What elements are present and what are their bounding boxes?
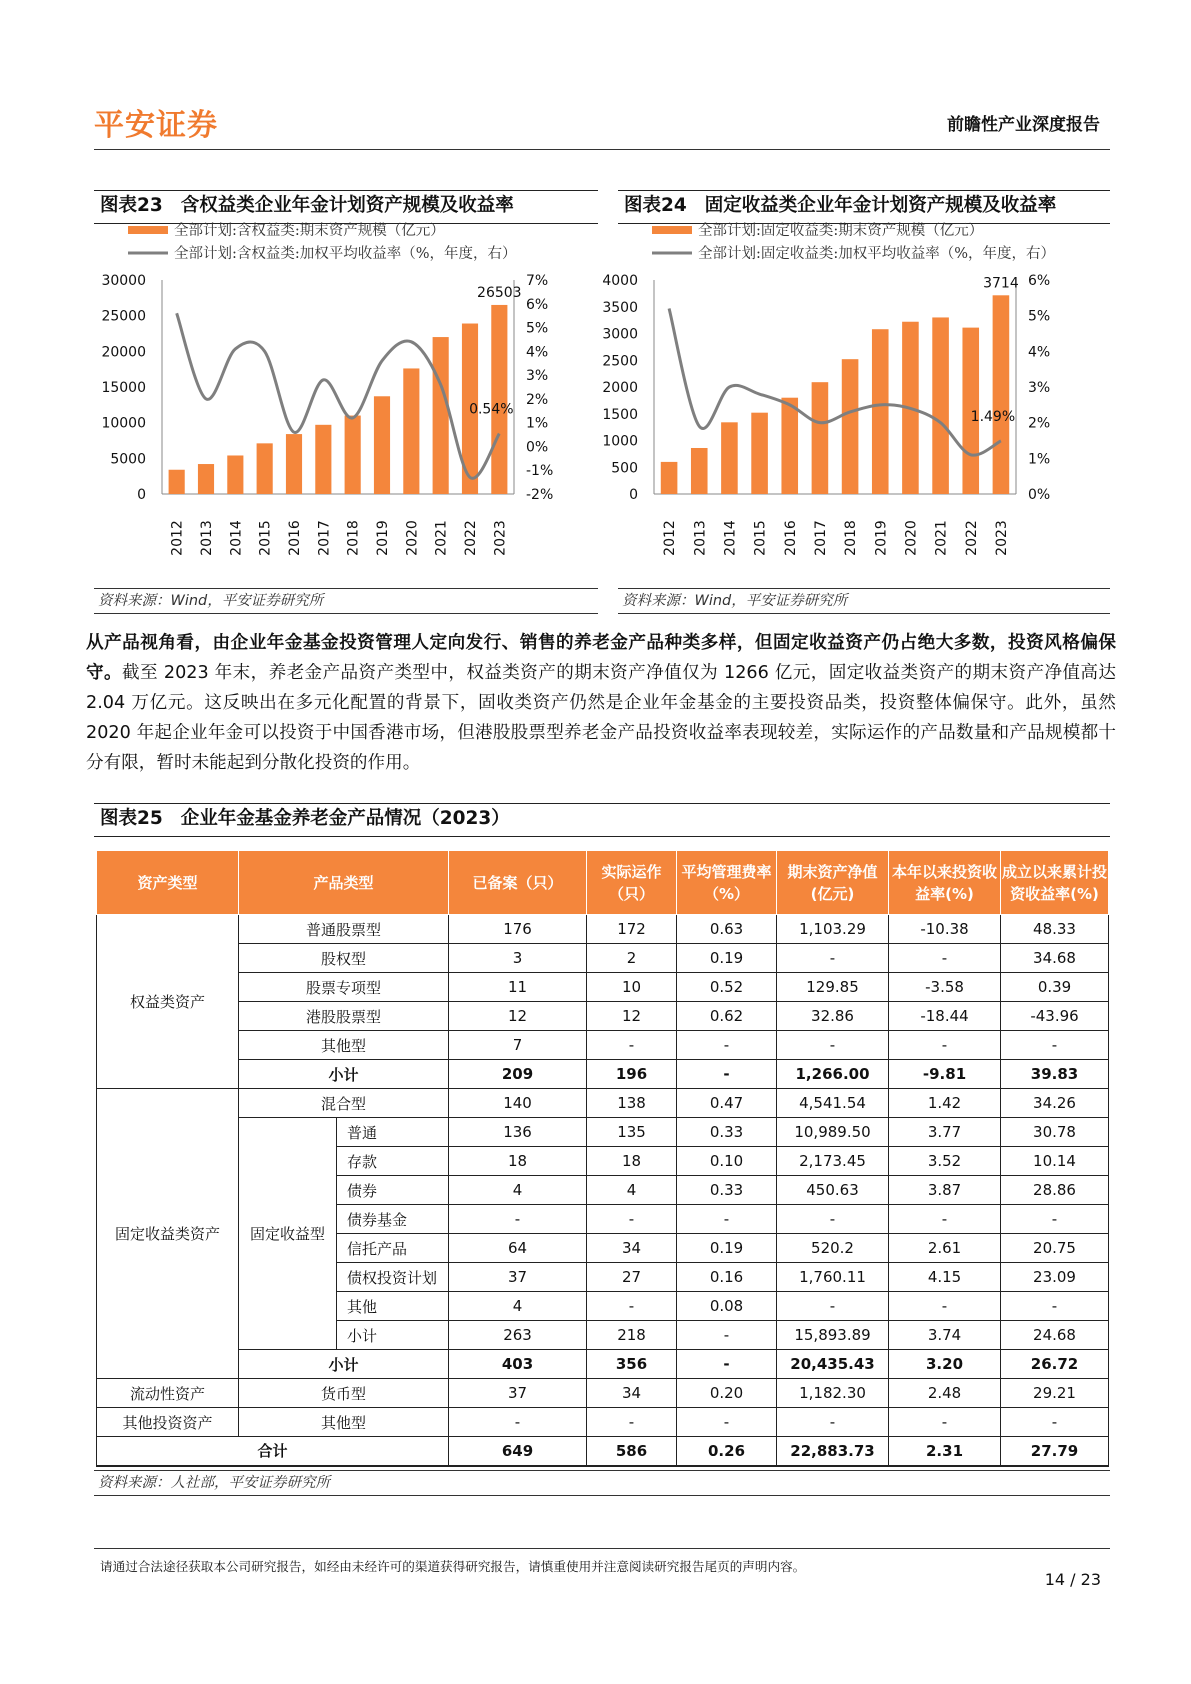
x-tick-label: 2013 — [692, 520, 709, 556]
table-cell: 140 — [449, 1089, 587, 1118]
x-tick-label: 2023 — [993, 520, 1010, 556]
table-cell: 28.86 — [1001, 1176, 1109, 1205]
table-cell: 1,182.30 — [777, 1379, 889, 1408]
table-cell: 450.63 — [777, 1176, 889, 1205]
table-cell: -3.58 — [889, 973, 1001, 1002]
y-tick-right: 1% — [1028, 451, 1051, 468]
table-cell: 520.2 — [777, 1234, 889, 1263]
x-tick-label: 2018 — [345, 520, 362, 556]
product-type: 小计 — [337, 1321, 449, 1350]
y-tick-left: 5000 — [110, 451, 146, 468]
table-cell: - — [1001, 1292, 1109, 1321]
figure-23-number: 图表23 — [100, 195, 163, 216]
table-cell: -43.96 — [1001, 1002, 1109, 1031]
table-cell: 0.62 — [677, 1002, 777, 1031]
table-cell: 11 — [449, 973, 587, 1002]
table-cell: 0.19 — [677, 944, 777, 973]
table-cell: 26.72 — [1001, 1350, 1109, 1379]
col-header: 期末资产净值(亿元) — [777, 851, 889, 915]
y-tick-left: 0 — [137, 487, 146, 503]
table-row — [97, 915, 1109, 944]
figure-24-title — [618, 190, 1110, 224]
table-row — [97, 944, 1109, 973]
table-cell: - — [677, 1205, 777, 1234]
table-cell: -9.81 — [889, 1060, 1001, 1089]
table-cell: 3.77 — [889, 1118, 1001, 1147]
table-cell: - — [677, 1321, 777, 1350]
col-header: 平均管理费率（%） — [677, 851, 777, 915]
y-tick-left: 20000 — [101, 344, 146, 361]
table-cell: 34 — [587, 1234, 677, 1263]
bar — [374, 396, 390, 494]
product-type: 普通股票型 — [239, 915, 449, 944]
table-cell: - — [677, 1060, 777, 1089]
table-cell: 39.83 — [1001, 1060, 1109, 1089]
x-tick-label: 2022 — [463, 520, 479, 556]
bar — [751, 413, 768, 494]
y-tick-left: 3500 — [602, 299, 638, 316]
table-cell: - — [889, 1031, 1001, 1060]
col-header: 本年以来投资收益率(%) — [889, 851, 1001, 915]
table-cell: 18 — [449, 1147, 587, 1176]
y-tick-left: 0 — [629, 487, 638, 503]
table-cell: 138 — [587, 1089, 677, 1118]
legend-line-label: 全部计划:含权益类:加权平均收益率（%，年度，右） — [174, 246, 517, 262]
bar — [691, 448, 708, 494]
y-tick-right: 6% — [1028, 273, 1051, 289]
bar — [491, 305, 507, 494]
figure-23-source: 资料来源：Wind，平安证券研究所 — [94, 588, 598, 614]
table-row — [97, 1379, 1109, 1408]
table-row — [97, 1408, 1109, 1437]
x-tick-label: 2013 — [199, 520, 215, 556]
product-type: 存款 — [337, 1147, 449, 1176]
table-cell: 586 — [587, 1437, 677, 1466]
footer-divider — [94, 1548, 1110, 1549]
table-cell: 0.47 — [677, 1089, 777, 1118]
table-cell: 10,989.50 — [777, 1118, 889, 1147]
bar — [315, 425, 331, 494]
total-row — [97, 1437, 1109, 1466]
bar — [781, 398, 798, 494]
table-cell: 20.75 — [1001, 1234, 1109, 1263]
table-cell: 3 — [449, 944, 587, 973]
table-cell: 48.33 — [1001, 915, 1109, 944]
table-cell: - — [587, 1408, 677, 1437]
product-type: 混合型 — [239, 1089, 449, 1118]
subtotal-label: 小计 — [239, 1060, 449, 1089]
total-label: 合计 — [97, 1437, 449, 1466]
bar — [872, 329, 889, 494]
col-header: 产品类型 — [239, 851, 449, 915]
figure-23-title — [94, 190, 598, 224]
product-type: 债券 — [337, 1176, 449, 1205]
table-cell: - — [889, 944, 1001, 973]
x-tick-label: 2012 — [169, 520, 186, 556]
table-cell: 20,435.43 — [777, 1350, 889, 1379]
subtotal-row — [97, 1350, 1109, 1379]
y-tick-right: 0% — [1028, 487, 1051, 503]
table-cell: 129.85 — [777, 973, 889, 1002]
x-tick-label: 2017 — [812, 520, 829, 556]
bar — [286, 434, 302, 494]
page-header — [94, 96, 1110, 150]
line-value-label: 1.49% — [970, 408, 1016, 425]
table-cell: - — [449, 1408, 587, 1437]
bar — [661, 462, 678, 494]
brand-logo: 平安证券 — [94, 108, 218, 143]
subtotal-label: 小计 — [239, 1350, 449, 1379]
chart-equity-annuity — [94, 223, 598, 586]
y-tick-right: 4% — [1028, 344, 1051, 361]
y-tick-right: 3% — [526, 368, 549, 385]
table-cell: 3.87 — [889, 1176, 1001, 1205]
product-type: 信托产品 — [337, 1234, 449, 1263]
table-cell: - — [677, 1031, 777, 1060]
table-cell: - — [1001, 1205, 1109, 1234]
x-tick-label: 2020 — [404, 520, 421, 556]
table-cell: 27.79 — [1001, 1437, 1109, 1466]
report-type: 前瞻性产业深度报告 — [947, 115, 1100, 135]
table-cell: 2,173.45 — [777, 1147, 889, 1176]
x-tick-label: 2019 — [375, 520, 391, 556]
table-cell: 2 — [587, 944, 677, 973]
footer-disclaimer: 请通过合法途径获取本公司研究报告，如经由未经许可的渠道获得研究报告，请慎重使用并注意阅读研究报告尾页的声明内容。 — [100, 1559, 806, 1574]
table-cell: 2.31 — [889, 1437, 1001, 1466]
chart-fixed-income-annuity — [602, 223, 1110, 586]
table-cell: - — [449, 1205, 587, 1234]
table-cell: 24.68 — [1001, 1321, 1109, 1350]
bar — [198, 464, 214, 494]
product-type: 港股股票型 — [239, 1002, 449, 1031]
y-tick-left: 30000 — [101, 273, 146, 289]
table-cell: 15,893.89 — [777, 1321, 889, 1350]
table-cell: - — [889, 1292, 1001, 1321]
x-tick-label: 2023 — [492, 520, 509, 556]
table-cell: 37 — [449, 1379, 587, 1408]
product-type: 股权型 — [239, 944, 449, 973]
table-cell: - — [889, 1205, 1001, 1234]
asset-type-label: 权益类资产 — [97, 915, 239, 1089]
figure-25-caption: 企业年金基金养老金产品情况（2023） — [180, 808, 510, 829]
product-type: 普通 — [337, 1118, 449, 1147]
table-cell: 10 — [587, 973, 677, 1002]
table-cell: 32.86 — [777, 1002, 889, 1031]
y-tick-right: -2% — [526, 487, 554, 503]
x-tick-label: 2018 — [843, 520, 860, 556]
table-cell: 4 — [449, 1292, 587, 1321]
table-cell: 1.42 — [889, 1089, 1001, 1118]
yield-line — [669, 309, 1001, 456]
y-tick-left: 1000 — [602, 433, 638, 450]
figure-24-source: 资料来源：Wind，平安证券研究所 — [618, 588, 1110, 614]
y-tick-right: 1% — [526, 415, 549, 432]
y-tick-right: 7% — [526, 273, 549, 289]
table-cell: 34.26 — [1001, 1089, 1109, 1118]
table-cell: 3.52 — [889, 1147, 1001, 1176]
y-tick-right: 0% — [526, 439, 549, 456]
figure-25-number: 图表25 — [100, 808, 163, 829]
table-cell: 0.39 — [1001, 973, 1109, 1002]
x-tick-label: 2019 — [873, 520, 890, 556]
table-cell: - — [1001, 1031, 1109, 1060]
table-cell: 196 — [587, 1060, 677, 1089]
product-type: 货币型 — [239, 1379, 449, 1408]
x-tick-label: 2022 — [963, 520, 980, 556]
table-cell: 4.15 — [889, 1263, 1001, 1292]
product-type: 债券基金 — [337, 1205, 449, 1234]
table-cell: 29.21 — [1001, 1379, 1109, 1408]
y-tick-right: 4% — [526, 344, 549, 361]
bar — [169, 470, 185, 494]
asset-type-label: 固定收益类资产 — [97, 1089, 239, 1379]
table-cell: 7 — [449, 1031, 587, 1060]
table-cell: 12 — [449, 1002, 587, 1031]
table-cell: 403 — [449, 1350, 587, 1379]
asset-type-label: 其他投资资产 — [97, 1408, 239, 1437]
col-header: 成立以来累计投资收益率(%) — [1001, 851, 1109, 915]
col-header: 资产类型 — [97, 851, 239, 915]
bar — [345, 416, 361, 494]
y-tick-right: 5% — [526, 320, 549, 337]
table-cell: 22,883.73 — [777, 1437, 889, 1466]
table-header-row — [97, 851, 1109, 915]
legend-bar-label: 全部计划:含权益类:期末资产规模（亿元） — [174, 223, 445, 239]
bar — [812, 382, 829, 494]
table-cell: 263 — [449, 1321, 587, 1350]
table-cell: - — [889, 1408, 1001, 1437]
table-row — [97, 1118, 1109, 1147]
y-tick-right: 2% — [526, 391, 549, 408]
y-tick-left: 3000 — [602, 326, 638, 343]
table-cell: 356 — [587, 1350, 677, 1379]
table-cell: 0.33 — [677, 1176, 777, 1205]
subtotal-row — [97, 1060, 1109, 1089]
table-cell: - — [777, 1031, 889, 1060]
x-tick-label: 2021 — [933, 520, 950, 556]
table-cell: 34 — [587, 1379, 677, 1408]
table-cell: 0.33 — [677, 1118, 777, 1147]
table-cell: 0.16 — [677, 1263, 777, 1292]
y-tick-left: 15000 — [101, 380, 146, 396]
table-cell: - — [777, 1408, 889, 1437]
sub-type-label: 固定收益型 — [239, 1118, 337, 1350]
table-cell: 0.08 — [677, 1292, 777, 1321]
product-type: 其他型 — [239, 1408, 449, 1437]
legend-bar-label: 全部计划:固定收益类:期末资产规模（亿元） — [698, 223, 984, 239]
bar-value-label: 26503 — [477, 284, 522, 301]
paragraph-body: 截至 2023 年末，养老金产品资产类型中，权益类资产的期末资产净值仅为 1266 亿元，固定收益类资产的期末资产净值高达 2.04 万亿元。这反映出在多元化配置的背景下，固收类资产仍然是企业年金基金的主要投资品类，投资整体偏保守。此外，虽然 2020 年起企业年金可以投资于中国香港市场，但港股股票型养老金产品投资收益率表现较差，实际运作的产品数量和产品规模都十分有限，暂时未能起到分散化投资的作用。 — [86, 663, 1116, 773]
table-cell: 0.52 — [677, 973, 777, 1002]
table-cell: 23.09 — [1001, 1263, 1109, 1292]
bar — [227, 455, 243, 494]
bar-value-label: 3714 — [983, 275, 1019, 292]
legend-line-label: 全部计划:固定收益类:加权平均收益率（%，年度，右） — [698, 246, 1056, 262]
y-tick-left: 25000 — [101, 308, 146, 325]
table-cell: 10.14 — [1001, 1147, 1109, 1176]
table-cell: - — [587, 1292, 677, 1321]
x-tick-label: 2017 — [316, 520, 333, 556]
figure-24-caption: 固定收益类企业年金计划资产规模及收益率 — [704, 195, 1057, 216]
table-row — [97, 973, 1109, 1002]
table-cell: 3.74 — [889, 1321, 1001, 1350]
table-row — [97, 1089, 1109, 1118]
table-cell: - — [677, 1350, 777, 1379]
table-cell: - — [587, 1031, 677, 1060]
table-cell: 3.20 — [889, 1350, 1001, 1379]
table-cell: 0.26 — [677, 1437, 777, 1466]
table-cell: 1,266.00 — [777, 1060, 889, 1089]
product-type: 股票专项型 — [239, 973, 449, 1002]
y-tick-right: 6% — [526, 296, 549, 313]
table-cell: 2.61 — [889, 1234, 1001, 1263]
table-cell: 4 — [587, 1176, 677, 1205]
table-cell: 1,103.29 — [777, 915, 889, 944]
col-header: 实际运作（只） — [587, 851, 677, 915]
table-cell: 136 — [449, 1118, 587, 1147]
table-cell: 0.20 — [677, 1379, 777, 1408]
x-tick-label: 2021 — [433, 520, 450, 556]
table-cell: 218 — [587, 1321, 677, 1350]
table-cell: 172 — [587, 915, 677, 944]
x-tick-label: 2015 — [257, 520, 274, 556]
bar — [932, 317, 949, 494]
table-cell: -10.38 — [889, 915, 1001, 944]
table-cell: 176 — [449, 915, 587, 944]
table-cell: 135 — [587, 1118, 677, 1147]
yield-line — [177, 313, 500, 478]
y-tick-left: 4000 — [602, 273, 638, 289]
bar — [721, 422, 738, 494]
bar — [257, 443, 273, 494]
x-tick-label: 2014 — [228, 520, 245, 556]
figure-25-source: 资料来源：人社部，平安证券研究所 — [94, 1470, 1110, 1496]
table-cell: 2.48 — [889, 1379, 1001, 1408]
product-type: 其他型 — [239, 1031, 449, 1060]
table-cell: - — [777, 944, 889, 973]
asset-type-label: 流动性资产 — [97, 1379, 239, 1408]
y-tick-left: 1500 — [602, 406, 638, 423]
x-tick-label: 2020 — [903, 520, 920, 556]
bar — [842, 359, 859, 494]
table-cell: - — [777, 1292, 889, 1321]
table-cell: - — [587, 1205, 677, 1234]
table-cell: -18.44 — [889, 1002, 1001, 1031]
y-tick-right: 3% — [1028, 380, 1051, 396]
x-tick-label: 2016 — [782, 520, 799, 556]
table-cell: 30.78 — [1001, 1118, 1109, 1147]
table-row — [97, 1031, 1109, 1060]
table-cell: 27 — [587, 1263, 677, 1292]
y-tick-right: -1% — [526, 463, 554, 480]
bar — [433, 337, 449, 494]
y-tick-left: 10000 — [101, 415, 146, 432]
figure-24-number: 图表24 — [624, 195, 687, 216]
bar — [993, 295, 1010, 494]
y-tick-right: 5% — [1028, 308, 1051, 325]
table-cell: 0.63 — [677, 915, 777, 944]
legend-bar-swatch — [652, 226, 692, 234]
table-cell: - — [677, 1408, 777, 1437]
table-cell: 0.10 — [677, 1147, 777, 1176]
body-paragraph — [86, 628, 1116, 778]
table-row — [97, 1002, 1109, 1031]
bar — [403, 368, 419, 494]
table-cell: - — [1001, 1408, 1109, 1437]
annuity-products-table — [96, 850, 1109, 1467]
table-cell: 37 — [449, 1263, 587, 1292]
col-header: 已备案（只） — [449, 851, 587, 915]
x-tick-label: 2015 — [752, 520, 769, 556]
table-cell: 18 — [587, 1147, 677, 1176]
table-cell: 4 — [449, 1176, 587, 1205]
x-tick-label: 2014 — [722, 520, 739, 556]
table-cell: 0.19 — [677, 1234, 777, 1263]
y-tick-left: 2000 — [602, 380, 638, 396]
table-cell: 4,541.54 — [777, 1089, 889, 1118]
y-tick-right: 2% — [1028, 415, 1051, 432]
table-cell: 209 — [449, 1060, 587, 1089]
x-tick-label: 2012 — [662, 520, 679, 556]
figure-25-title — [94, 803, 1110, 837]
legend-bar-swatch — [128, 226, 168, 234]
page-number: 14 / 23 — [1044, 1570, 1101, 1589]
paragraph-lead: 从产品视角看，由企业年金基金投资管理人定向发行、销售的养老金产品种类多样，但固定收益资产仍占绝大多数，投资风格偏保守。 — [86, 633, 1116, 683]
x-tick-label: 2016 — [287, 520, 303, 556]
table-cell: 34.68 — [1001, 944, 1109, 973]
table-cell: 12 — [587, 1002, 677, 1031]
table-cell: 1,760.11 — [777, 1263, 889, 1292]
table-cell: 64 — [449, 1234, 587, 1263]
y-tick-left: 2500 — [602, 353, 638, 370]
y-tick-left: 500 — [611, 460, 638, 477]
line-value-label: 0.54% — [469, 401, 514, 418]
product-type: 债权投资计划 — [337, 1263, 449, 1292]
table-cell: - — [777, 1205, 889, 1234]
table-cell: 649 — [449, 1437, 587, 1466]
product-type: 其他 — [337, 1292, 449, 1321]
figure-23-caption: 含权益类企业年金计划资产规模及收益率 — [180, 195, 514, 216]
